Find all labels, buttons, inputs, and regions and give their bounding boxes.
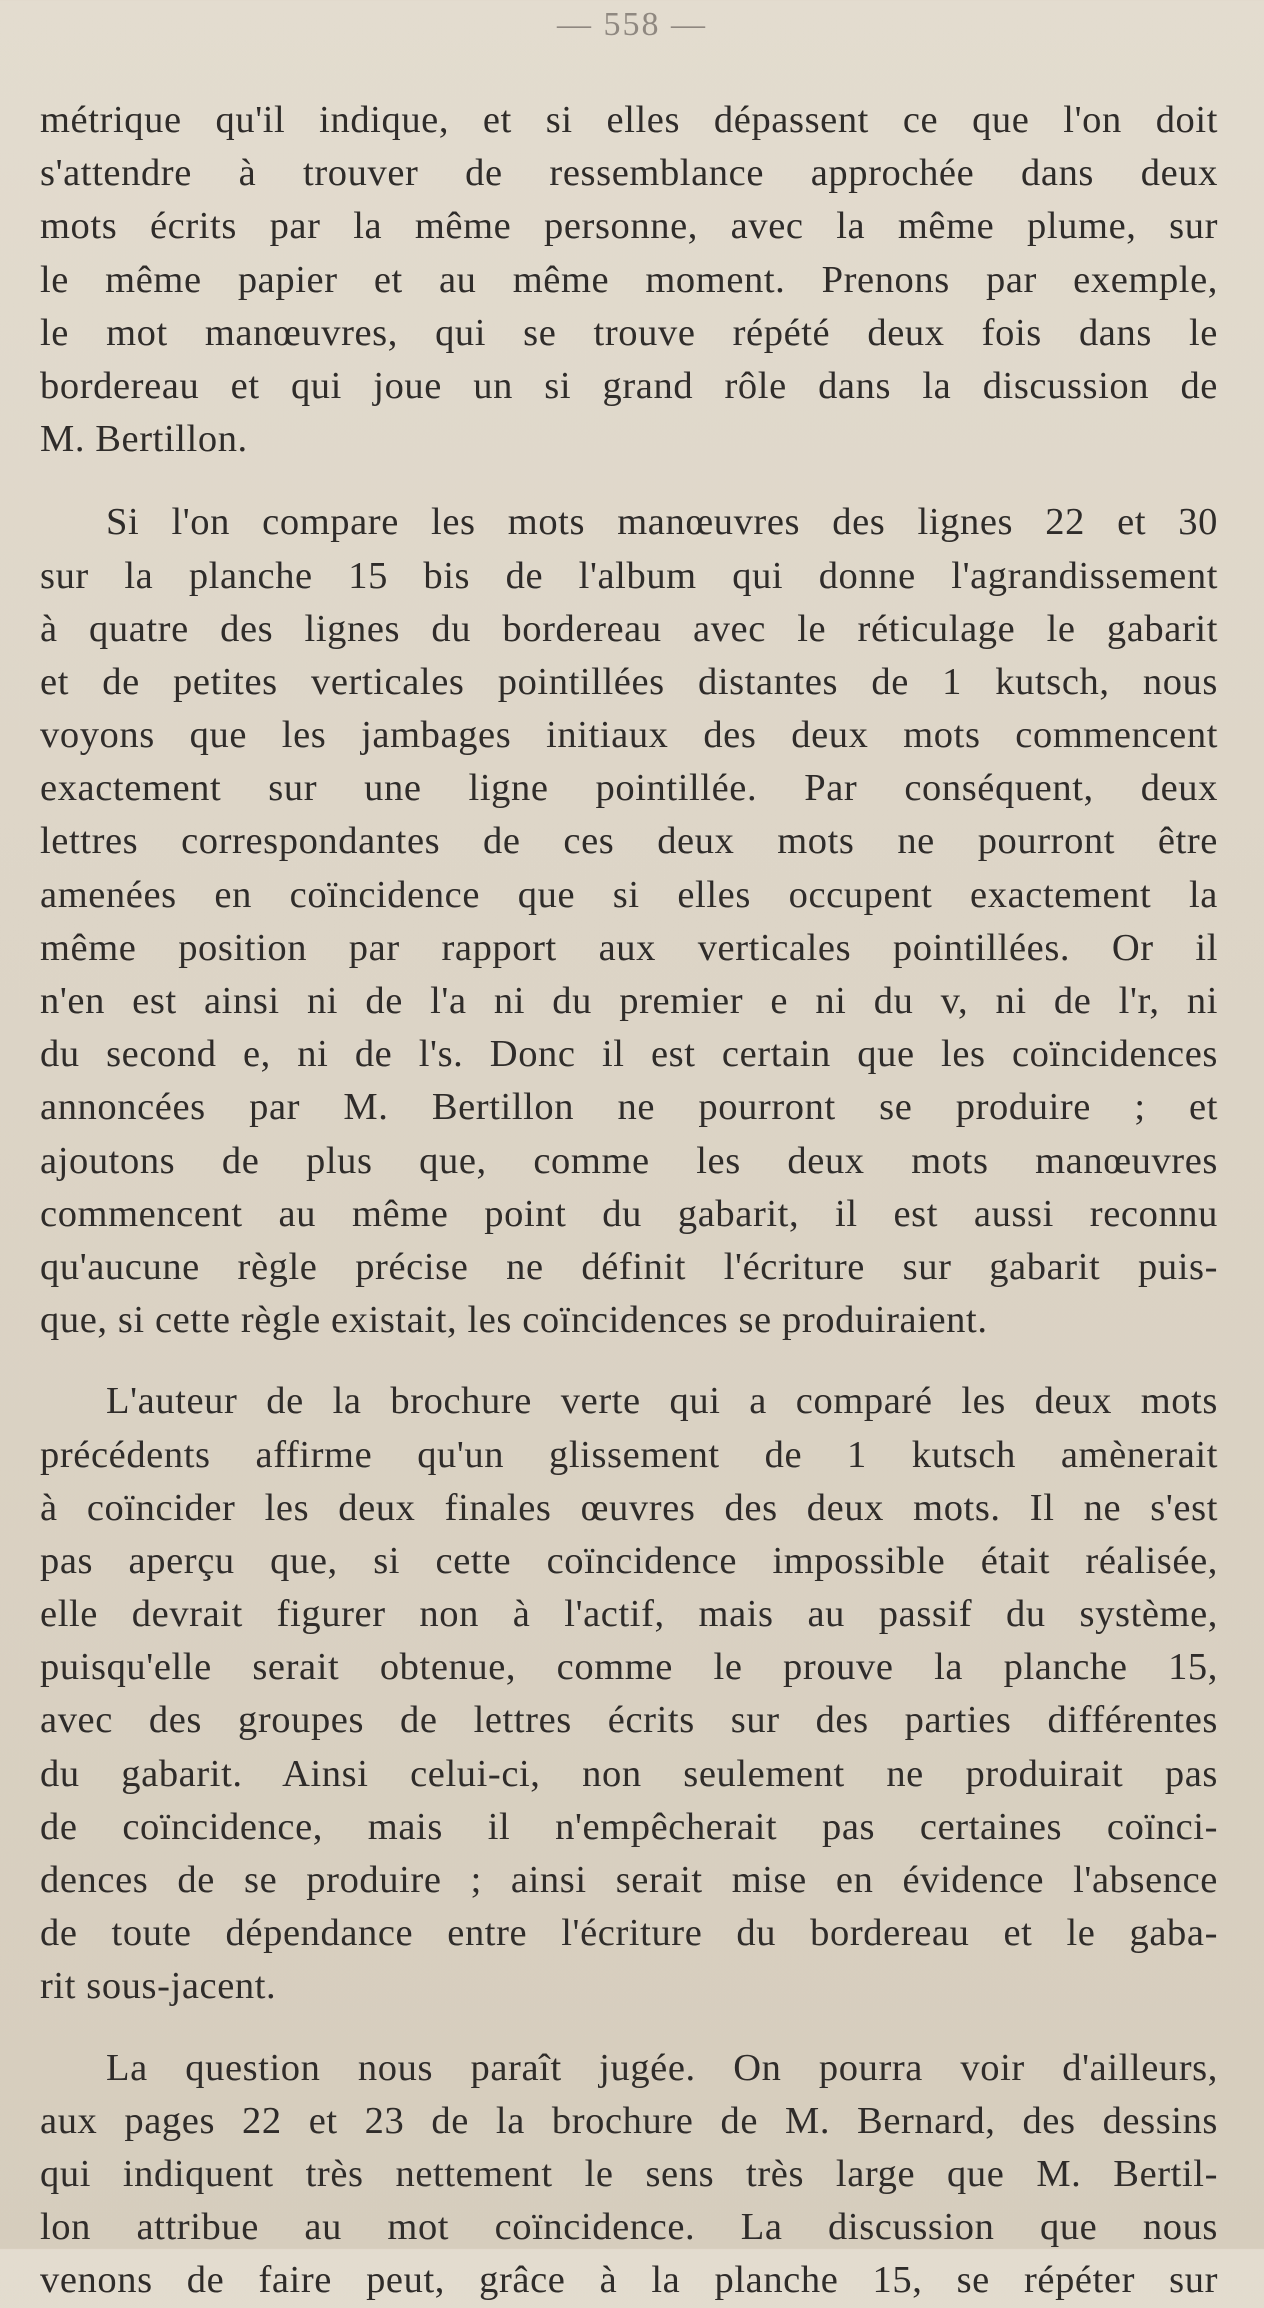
- text-line: que, si cette règle existait, les coïncidences se produiraient.: [40, 1299, 988, 1342]
- text-line: précédents affirme qu'un glissement de 1 kutsch amènerait: [40, 1433, 1218, 1476]
- text-line: à quatre des lignes du bordereau avec le réticulage le gabarit: [40, 607, 1218, 650]
- text-line: à coïncider les deux finales œuvres des deux mots. Il ne s'est: [40, 1486, 1218, 1529]
- body-text: [40, 94, 1218, 2308]
- text-line: elle devrait figurer non à l'actif, mais au passif du système,: [40, 1593, 1218, 1636]
- text-line: ajoutons de plus que, comme les deux mots manœuvres: [40, 1139, 1218, 1182]
- text-line: du gabarit. Ainsi celui-ci, non seulement ne produirait pas: [40, 1752, 1218, 1795]
- paragraph-gap: [40, 2014, 1218, 2042]
- text-line: venons de faire peut, grâce à la planche 15, se répéter sur: [40, 2259, 1218, 2302]
- text-line: exactement sur une ligne pointillée. Par conséquent, deux: [40, 767, 1218, 810]
- text-line: mots écrits par la même personne, avec la même plume, sur: [40, 205, 1218, 248]
- page-number: — 558 —: [557, 6, 707, 43]
- text-line: et de petites verticales pointillées distantes de 1 kutsch, nous: [40, 660, 1218, 703]
- paragraph-gap: [40, 1347, 1218, 1375]
- text-line: voyons que les jambages initiaux des deux mots commencent: [40, 714, 1218, 757]
- text-line: aux pages 22 et 23 de la brochure de M. Bernard, des dessins: [40, 2099, 1218, 2142]
- text-line: avec des groupes de lettres écrits sur des parties différentes: [40, 1699, 1218, 1742]
- text-line: lon attribue au mot coïncidence. La discussion que nous: [40, 2206, 1218, 2249]
- text-line: de toute dépendance entre l'écriture du bordereau et le gaba-: [40, 1912, 1218, 1955]
- text-line: commencent au même point du gabarit, il est aussi reconnu: [40, 1192, 1218, 1235]
- text-line: amenées en coïncidence que si elles occupent exactement la: [40, 873, 1218, 916]
- text-line: pas aperçu que, si cette coïncidence impossible était réalisée,: [40, 1539, 1218, 1582]
- text-line: de coïncidence, mais il n'empêcherait pas certaines coïnci-: [40, 1805, 1218, 1848]
- text-line: dences de se produire ; ainsi serait mise en évidence l'absence: [40, 1859, 1218, 1901]
- text-line: La question nous paraît jugée. On pourra voir d'ailleurs,: [106, 2046, 1218, 2089]
- text-line: L'auteur de la brochure verte qui a comparé les deux mots: [106, 1380, 1218, 1423]
- text-line: annoncées par M. Bertillon ne pourront se produire ; et: [40, 1086, 1218, 1129]
- text-line: lettres correspondantes de ces deux mots ne pourront être: [40, 820, 1218, 863]
- text-line: puisqu'elle serait obtenue, comme le prouve la planche 15,: [40, 1646, 1218, 1689]
- text-line: M. Bertillon.: [40, 418, 248, 461]
- text-line: sur la planche 15 bis de l'album qui donne l'agrandissement: [40, 554, 1218, 597]
- paragraph-4: [40, 2042, 1218, 2308]
- text-line: le même papier et au même moment. Prenons par exemple,: [40, 258, 1218, 301]
- paragraph-gap: [40, 466, 1218, 496]
- text-line: bordereau et qui joue un si grand rôle dans la discussion de: [40, 364, 1218, 407]
- text-line: même position par rapport aux verticales pointillées. Or il: [40, 926, 1218, 969]
- text-line: qu'aucune règle précise ne définit l'écriture sur gabarit puis-: [40, 1245, 1218, 1288]
- text-line: rit sous-jacent.: [40, 1965, 277, 2008]
- text-line: n'en est ainsi ni de l'a ni du premier e ni du v, ni de l'r, ni: [40, 980, 1218, 1022]
- paragraph-2: [40, 496, 1218, 1347]
- text-line: métrique qu'il indique, et si elles dépassent ce que l'on doit: [40, 99, 1218, 141]
- paragraph-1: [40, 94, 1218, 466]
- text-line: qui indiquent très nettement le sens très large que M. Bertil-: [40, 2152, 1218, 2195]
- text-line: du second e, ni de l's. Donc il est certain que les coïncidences: [40, 1033, 1218, 1076]
- paragraph-3: [40, 1375, 1218, 2013]
- text-line: Si l'on compare les mots manœuvres des lignes 22 et 30: [106, 501, 1218, 544]
- text-line: le mot manœuvres, qui se trouve répété deux fois dans le: [40, 311, 1218, 354]
- text-line: s'attendre à trouver de ressemblance approchée dans deux: [40, 152, 1218, 195]
